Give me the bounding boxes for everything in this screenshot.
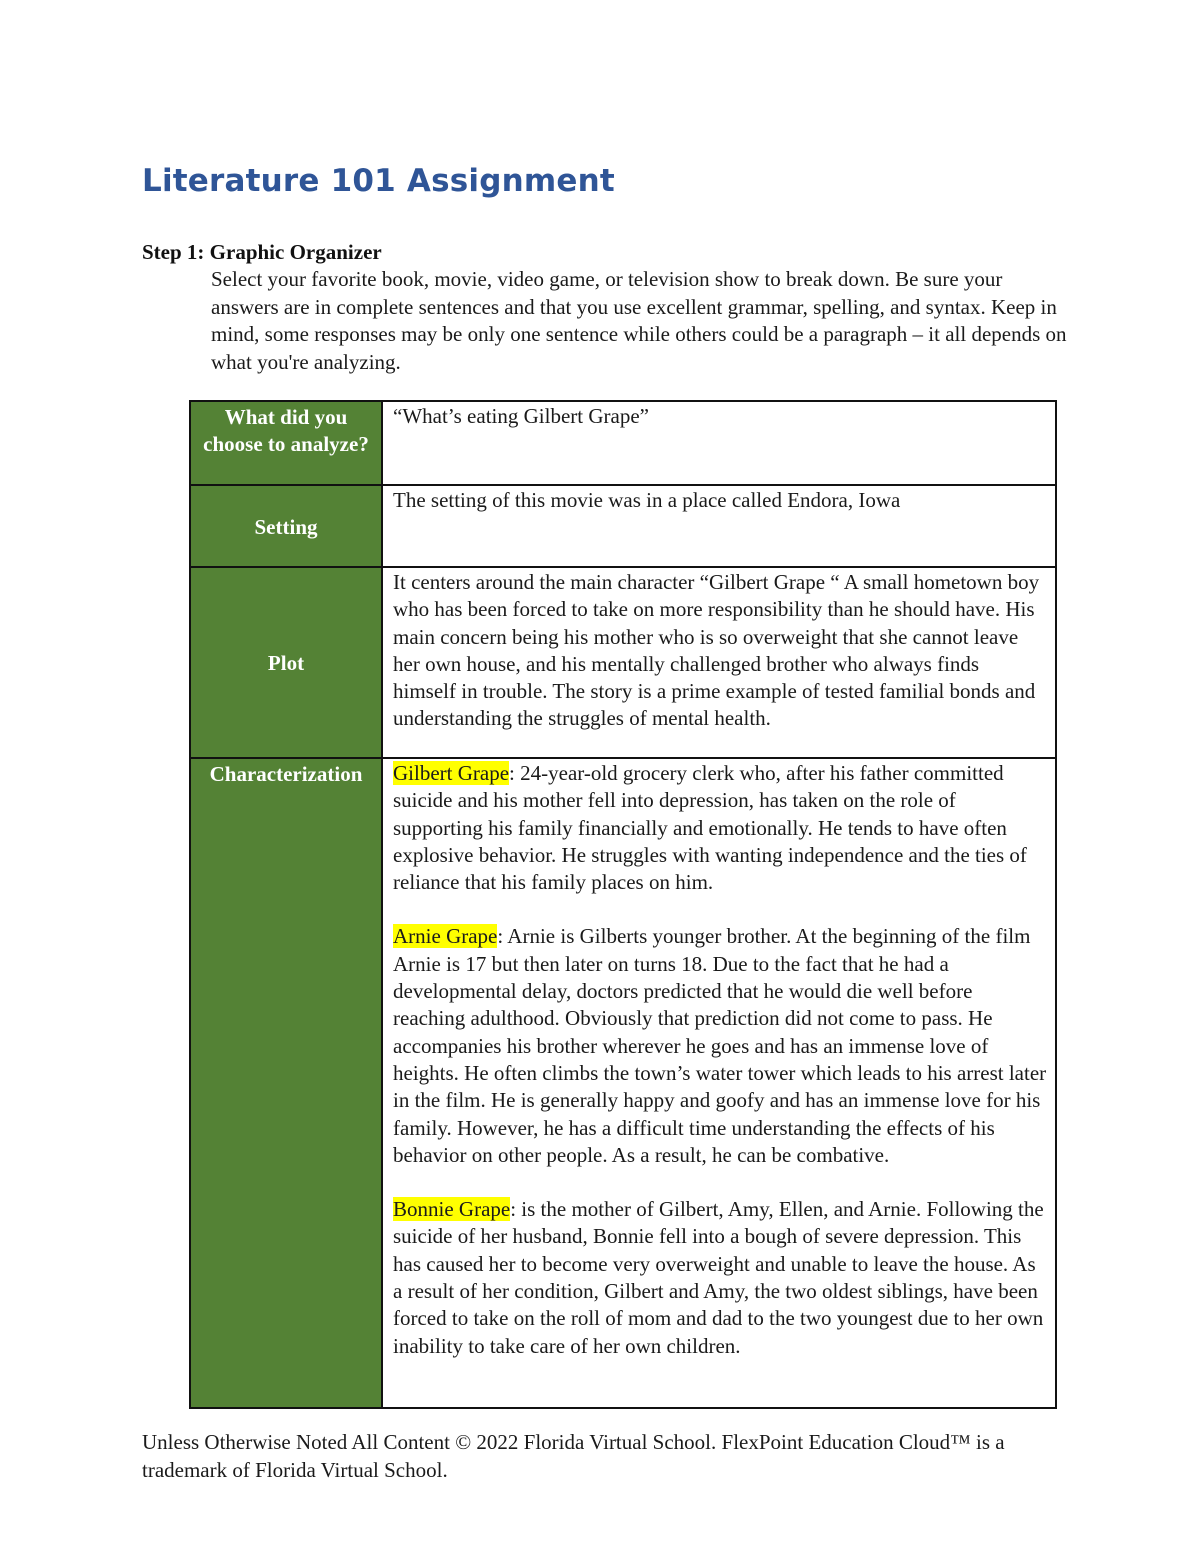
character-entry (393, 922, 1047, 1169)
copyright-footer: Unless Otherwise Noted All Content © 2022 Florida Virtual School. FlexPoint Education Cloud™ is a trademark of Florida Virtual School. (142, 1430, 1005, 1482)
row-label-cell (190, 758, 382, 1408)
character-name-highlight: Arnie Grape (393, 924, 498, 949)
paragraph-spacer (393, 896, 1047, 922)
page-title: Literature 101 Assignment (142, 163, 615, 199)
paragraph-spacer (393, 1169, 1047, 1195)
character-name-highlight: Bonnie Grape (393, 1197, 511, 1222)
table-row-setting (190, 485, 1056, 567)
graphic-organizer-table (189, 400, 1057, 1409)
character-name-highlight: Gilbert Grape (393, 761, 510, 785)
row-content-cell (382, 567, 1056, 758)
row-text: It centers around the main character “Gilbert Grape “ A small hometown boy who has been forced to take on more responsibility than he should have. His main concern being his mother who is so overweight that she cannot leave her own house, and his mentally challenged brother who always finds himself in trouble. The story is a prime example of tested familial bonds and understanding the struggles of mental health. (393, 570, 1040, 731)
row-label: Setting (254, 514, 318, 539)
row-content-cell (382, 485, 1056, 567)
row-label: Characterization (209, 762, 363, 786)
row-text: “What’s eating Gilbert Grape” (393, 404, 649, 428)
row-label-cell (190, 567, 382, 758)
row-content-cell (382, 758, 1056, 1408)
character-description: : 24-year-old grocery clerk who, after his father committed suicide and his mother fell into depression, has taken on the role of supporting his family financially and emotionally. He tends to have often explosive behavior. He struggles with wanting independence and the ties of reliance that his family places on him. (393, 761, 1027, 895)
table-row-plot (190, 567, 1056, 758)
step-heading: Step 1: Graphic Organizer (142, 240, 382, 264)
row-label-cell (190, 401, 382, 485)
row-label-cell (190, 485, 382, 567)
character-entry (393, 759, 1047, 896)
character-description: : is the mother of Gilbert, Amy, Ellen, and Arnie. Following the suicide of her husband, Bonnie fell into a bough of severe depression. This has caused her to become very overweight and unable to leave the house. As a result of her condition, Gilbert and Amy, the two oldest siblings, have been forced to take on the roll of mom and dad to the two youngest due to her own inability to take care of her own children. (393, 1197, 1044, 1358)
table-row-choice (190, 401, 1056, 485)
character-entry (393, 1195, 1047, 1360)
instructions-paragraph: Select your favorite book, movie, video game, or television show to break down. Be sure your answers are in complete sentences and that you use excellent grammar, spelling, and syntax. Keep in mind, some responses may be only one sentence while others could be a paragraph – it all depends on what you're analyzing. (211, 267, 1067, 374)
row-content-cell (382, 401, 1056, 485)
row-text: The setting of this movie was in a place called Endora, Iowa (393, 488, 901, 512)
character-description: : Arnie is Gilberts younger brother. At the beginning of the film Arnie is 17 but then later on turns 18. Due to the fact that he had a developmental delay, doctors predicted that he would die well before reaching adulthood. Obviously that prediction did not come to pass. He accompanies his brother wherever he goes and has an immense love of heights. He often climbs the town’s water tower which leads to his arrest later in the film. He is generally happy and goofy and has an immense love for his family. However, he has a difficult time understanding the effects of his behavior on other people. As a result, he can be combative. (393, 924, 1047, 1167)
table-row-characterization (190, 758, 1056, 1408)
row-label: What did you choose to analyze? (203, 405, 369, 456)
row-label: Plot (267, 651, 305, 675)
